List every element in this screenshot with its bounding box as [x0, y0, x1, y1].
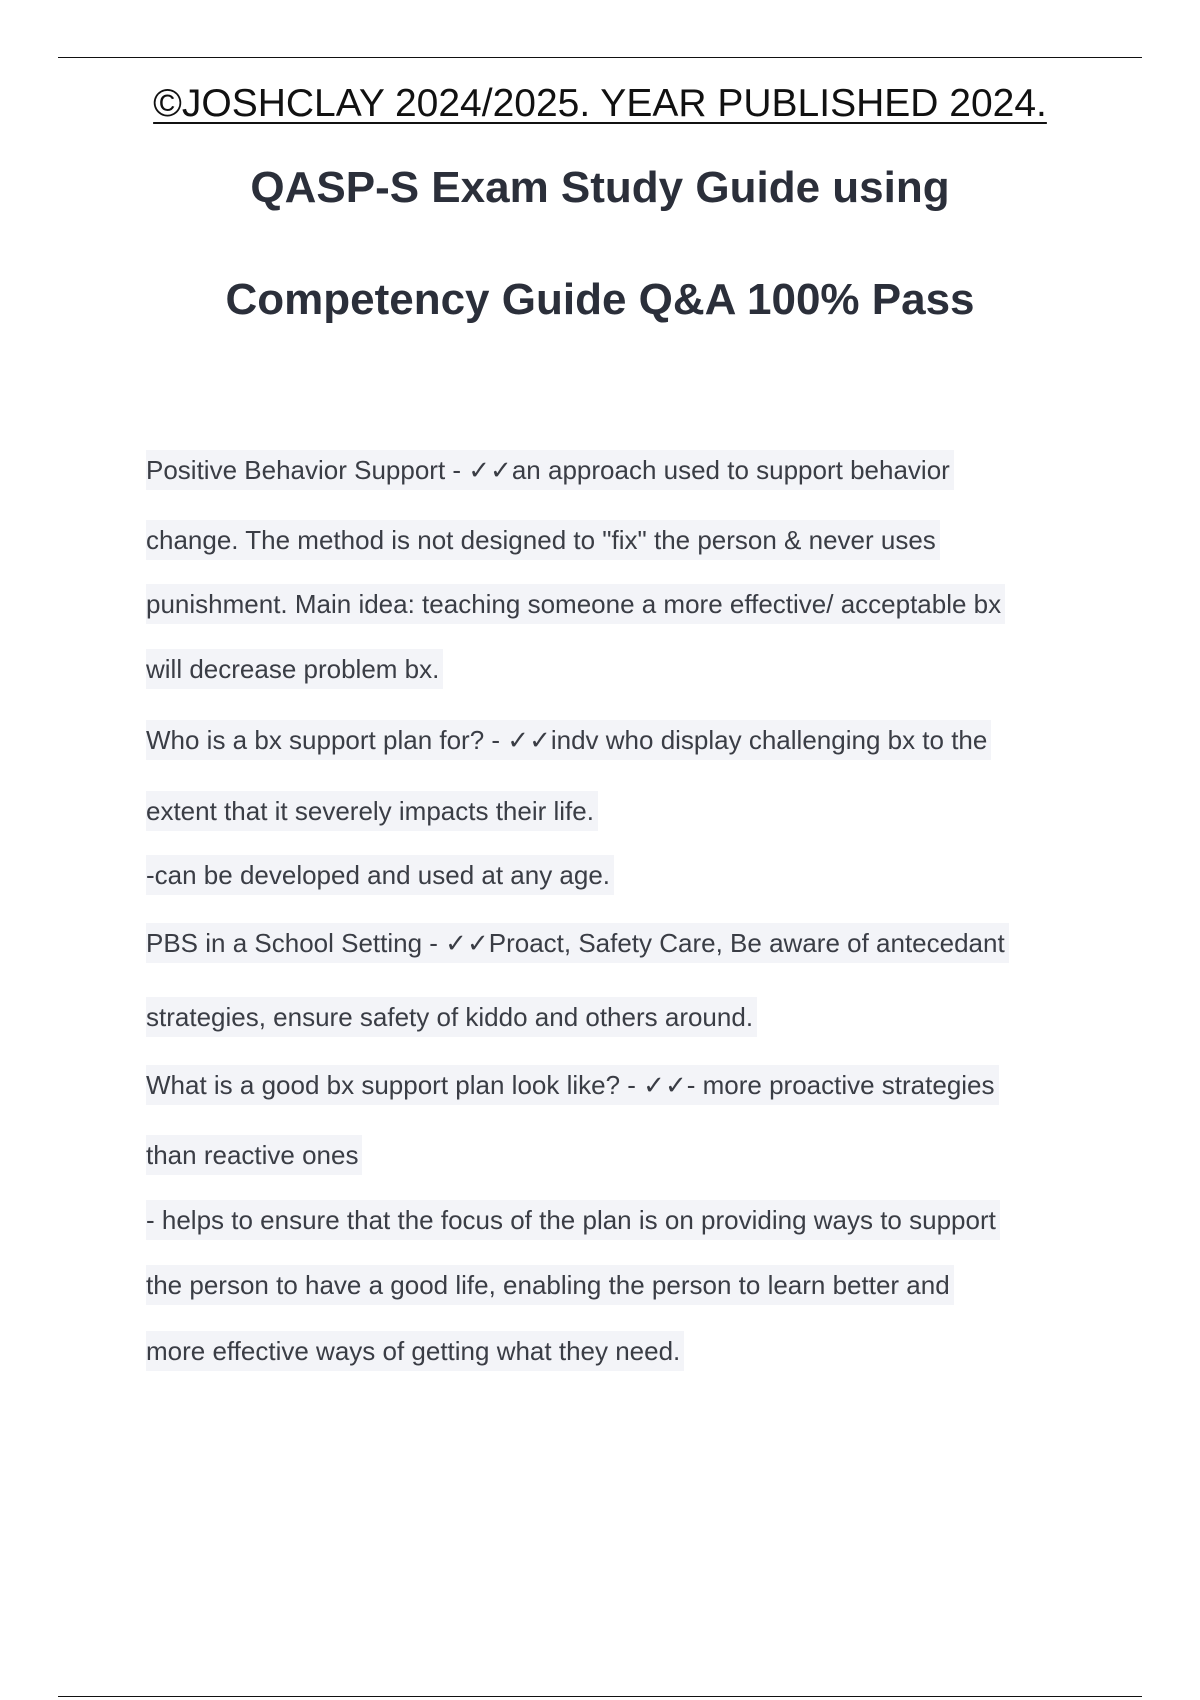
body-line: Who is a bx support plan for? - ✓✓indv who display challenging bx to the: [146, 720, 991, 760]
copyright-header: [0, 76, 1200, 132]
body-line: extent that it severely impacts their life.: [146, 791, 598, 831]
body-line: - helps to ensure that the focus of the plan is on providing ways to support: [146, 1200, 1000, 1240]
bottom-rule: [58, 1696, 1142, 1697]
body-line: What is a good bx support plan look like? - ✓✓- more proactive strategies: [146, 1065, 999, 1105]
document-title-line-2: Competency Guide Q&A 100% Pass: [225, 275, 975, 324]
body-line: change. The method is not designed to "fix" the person & never uses: [146, 520, 940, 560]
body-line: the person to have a good life, enabling the person to learn better and: [146, 1265, 954, 1305]
body-line: punishment. Main idea: teaching someone a more effective/ acceptable bx: [146, 584, 1005, 624]
document-title-line-1: QASP-S Exam Study Guide using: [250, 163, 950, 212]
top-rule: [58, 57, 1142, 58]
body-line: more effective ways of getting what they need.: [146, 1331, 684, 1371]
body-line: -can be developed and used at any age.: [146, 855, 614, 895]
copyright-text: ©JOSHCLAY 2024/2025. YEAR PUBLISHED 2024.: [153, 82, 1047, 125]
body-line: PBS in a School Setting - ✓✓Proact, Safety Care, Be aware of antecedant: [146, 923, 1009, 963]
body-line: will decrease problem bx.: [146, 649, 443, 689]
body-line: strategies, ensure safety of kiddo and others around.: [146, 997, 757, 1037]
body-line: than reactive ones: [146, 1135, 362, 1175]
body-line: Positive Behavior Support - ✓✓an approach used to support behavior: [146, 450, 954, 490]
